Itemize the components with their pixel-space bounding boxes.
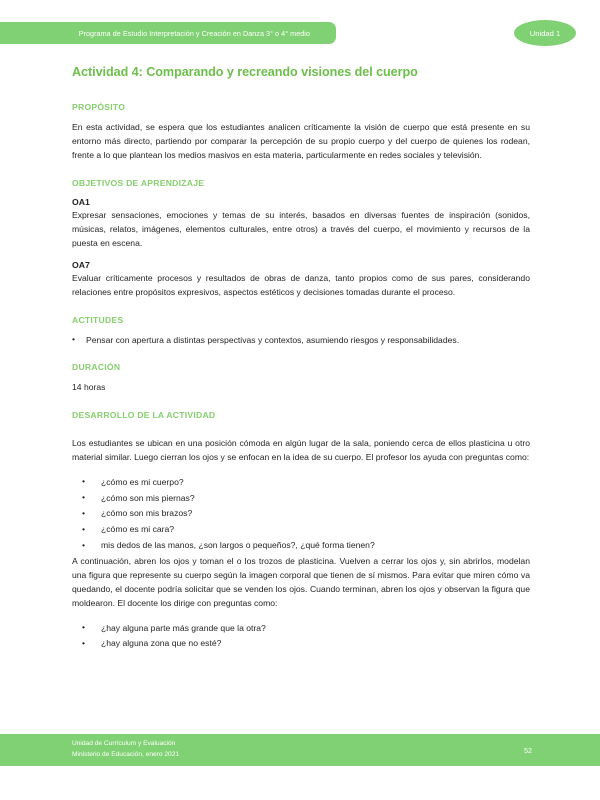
section-heading-desarrollo: DESARROLLO DE LA ACTIVIDAD	[72, 409, 216, 420]
oa1-code: OA1	[72, 197, 90, 208]
oa7-text: Evaluar críticamente procesos y resultados de obras de danza, tanto propios como de sus pares, considerando relaciones entre propósitos expresivos, aspectos estéticos y decisiones tomadas durante el proceso.	[72, 272, 530, 297]
page-number: 52	[524, 745, 532, 755]
objetivo-oa7	[72, 260, 530, 300]
section-proposito	[72, 102, 530, 163]
list-item: • ¿cómo es mi cuerpo?	[72, 476, 530, 489]
list-item: • ¿cómo es mi cara?	[72, 523, 530, 536]
oa7-code: OA7	[72, 259, 90, 270]
desarrollo-questions-2	[72, 622, 530, 651]
footer-institution	[72, 739, 179, 761]
header-program-text: Programa de Estudio Interpretación y Creación en Danza 3° o 4° medio	[78, 28, 310, 38]
objetivo-oa1	[72, 197, 530, 251]
section-heading-duracion: DURACIÓN	[72, 362, 121, 373]
unit-badge-label: Unidad 1	[529, 28, 561, 38]
list-item: • ¿cómo son mis piernas?	[72, 492, 530, 505]
page-header	[0, 22, 600, 44]
section-heading-actitudes: ACTITUDES	[72, 314, 124, 325]
proposito-paragraph: En esta actividad, se espera que los estudiantes analicen críticamente la visión de cuerpo que está presente en su entorno más directo, partiendo por comparar la percepción de su propio cuerpo y del cuerpo de quienes los rodean, frente a lo que plantean los medios masivos en esta materia, particularmente en redes sociales y televisión.	[72, 122, 530, 161]
page-footer	[0, 734, 600, 766]
section-duracion	[72, 362, 530, 395]
footer-line-2: Ministerio de Educación, enero 2021	[72, 751, 180, 758]
unit-badge	[514, 20, 576, 46]
section-heading-objetivos: OBJETIVOS DE APRENDIZAJE	[72, 178, 205, 189]
list-item: • ¿hay alguna zona que no esté?	[72, 637, 530, 650]
header-program-bar	[0, 22, 336, 44]
page-title: Actividad 4: Comparando y recreando visiones del cuerpo	[72, 65, 418, 79]
desarrollo-paragraph-1: Los estudiantes se ubican en una posición cómoda en algún lugar de la sala, poniendo cerca de ellos plasticina u otro material similar. Luego cierran los ojos y se enfocan en la idea de su cuerpo. El profesor los ayuda con preguntas como:	[72, 437, 530, 462]
actitudes-list	[72, 334, 530, 347]
list-item: • mis dedos de las manos, ¿son largos o pequeños?, ¿qué forma tienen?	[72, 539, 530, 552]
section-desarrollo	[72, 410, 530, 651]
list-item: • Pensar con apertura a distintas perspectivas y contextos, asumiendo riesgos y responsabilidades.	[72, 334, 530, 347]
section-heading-proposito: PROPÓSITO	[72, 102, 126, 113]
list-item: • ¿hay alguna parte más grande que la otra?	[72, 622, 530, 635]
oa1-text: Expresar sensaciones, emociones y temas de su interés, basados en diversas fuentes de inspiración (sonidos, músicas, relatos, imágenes, elementos culturales, entre otros) a través del cuerpo, el movimiento y recursos de la puesta en escena.	[72, 210, 530, 248]
duracion-value: 14 horas	[72, 382, 106, 393]
section-actitudes	[72, 315, 530, 347]
desarrollo-questions-1	[72, 476, 530, 553]
desarrollo-paragraph-2: A continuación, abren los ojos y toman el o los trozos de plasticina. Vuelven a cerrar los ojos y, sin abrirlos, modelan una figura que represente su cuerpo según la imagen corporal que tienen de sí mismos. Para evitar que miren cómo va quedando, el docente podría solicitar que se venden los ojos. Cuando terminan, abren los ojos y observan la figura que moldearon. El docente los dirige con preguntas como:	[72, 555, 530, 608]
footer-line-1: Unidad de Currículum y Evaluación	[72, 740, 176, 748]
page-content	[72, 64, 530, 653]
section-objetivos	[72, 178, 530, 300]
list-item: • ¿cómo son mis brazos?	[72, 507, 530, 520]
